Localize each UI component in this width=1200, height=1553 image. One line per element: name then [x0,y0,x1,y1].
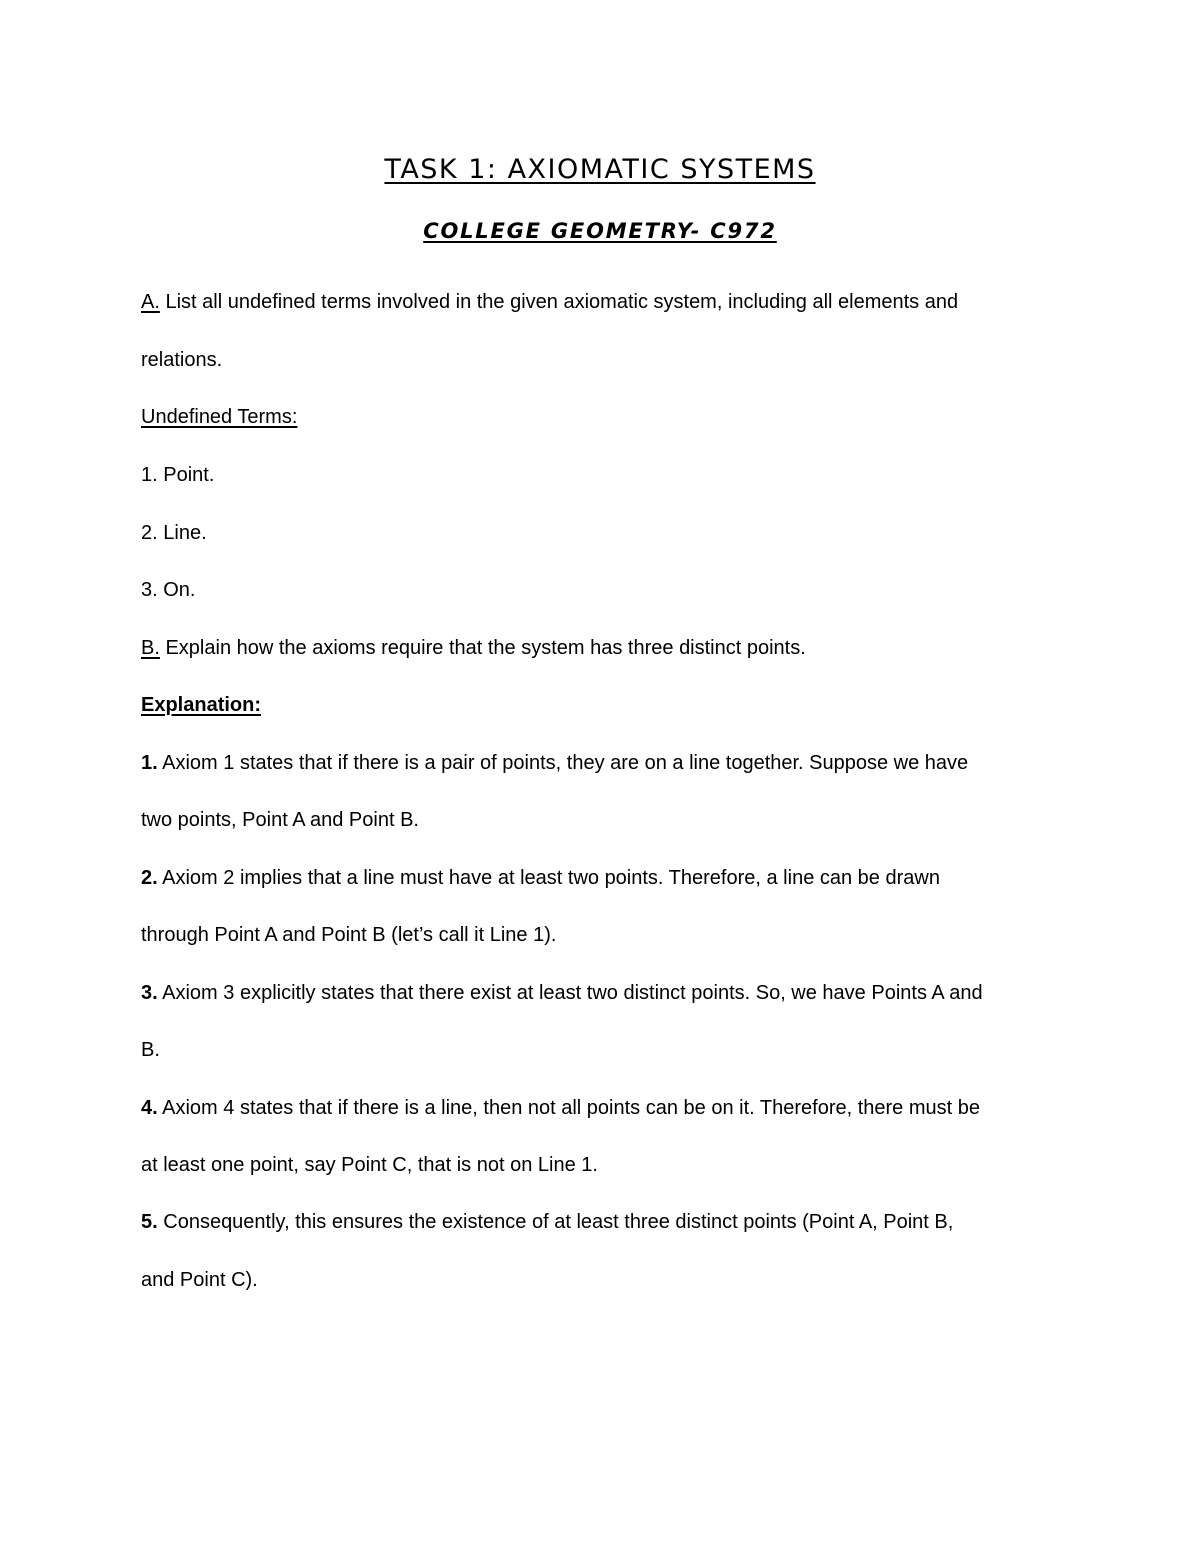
explanation-item-line2: and Point C). [141,1269,258,1291]
item-text: Axiom 1 states that if there is a pair of points, they are on a line together. Suppose we have [162,752,969,774]
section-b-prompt [141,633,1071,663]
document-title: TASK 1: AXIOMATIC SYSTEMS [384,154,816,185]
document-subtitle: COLLEGE GEOMETRY- C972 [423,219,777,243]
section-a-marker: A. [141,291,160,313]
term-item [141,575,1071,605]
item-number: 3. [141,982,158,1004]
item-text: Axiom 4 states that if there is a line, then not all points can be on it. Therefore, there must be [162,1097,981,1119]
term-text: On. [163,579,196,601]
explanation-item-line1 [141,1207,1071,1237]
term-text: Point. [163,464,215,486]
explanation-heading: Explanation: [141,694,262,716]
explanation-item-line2: at least one point, say Point C, that is not on Line 1. [141,1154,598,1176]
item-text: Consequently, this ensures the existence of at least three distinct points (Point A, Point B, [163,1211,954,1233]
explanation-item-line1 [141,978,1071,1008]
section-a-prompt-line2: relations. [141,349,223,371]
explanation-item-line2: B. [141,1039,160,1061]
section-b-marker: B. [141,637,160,659]
term-text: Line. [163,522,207,544]
item-text: Axiom 2 implies that a line must have at least two points. Therefore, a line can be drawn [162,867,940,889]
explanation-item-line1 [141,748,1071,778]
undefined-terms-heading: Undefined Terms: [141,406,298,428]
section-a-prompt-line1: List all undefined terms involved in the given axiomatic system, including all elements and [165,291,959,313]
term-item [141,518,1071,548]
section-b-prompt-text: Explain how the axioms require that the system has three distinct points. [165,637,806,659]
explanation-item-line2: through Point A and Point B (let’s call it Line 1). [141,924,557,946]
section-a-prompt [141,287,1071,317]
term-number: 2. [141,522,158,544]
explanation-item-line2: two points, Point A and Point B. [141,809,419,831]
term-number: 3. [141,579,158,601]
term-number: 1. [141,464,158,486]
item-number: 1. [141,752,158,774]
explanation-item-line1 [141,863,1071,893]
item-number: 5. [141,1211,158,1233]
item-text: Axiom 3 explicitly states that there exist at least two distinct points. So, we have Points A and [162,982,983,1004]
item-number: 4. [141,1097,158,1119]
explanation-item-line1 [141,1093,1071,1123]
item-number: 2. [141,867,158,889]
term-item [141,460,1071,490]
